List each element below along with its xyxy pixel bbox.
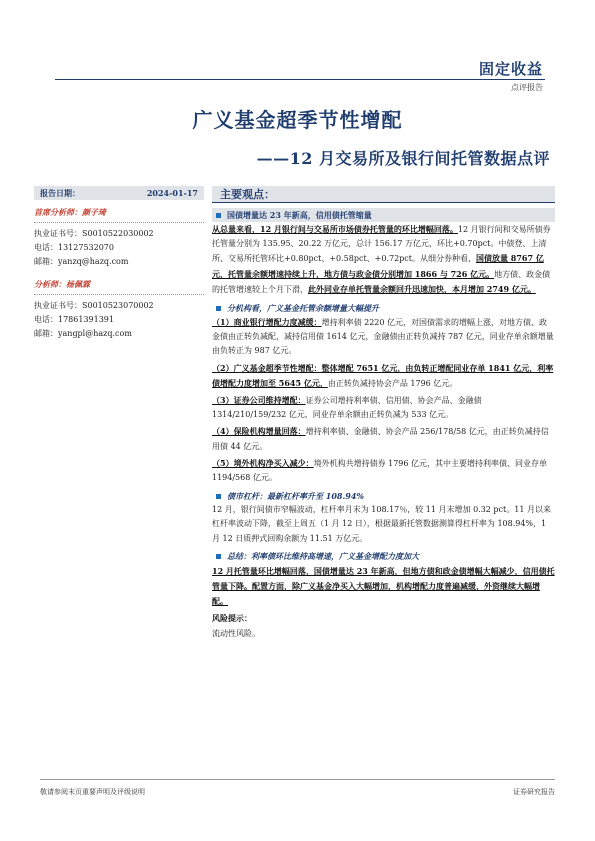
body-text: 12 月银行间和交易所债券托管量分别为 135.95、20.22 万亿元，总计 156.17 万亿元，环比+0.70pct。中债登、上清所、交易所托管环比+0.80pct、+0.58pct、+0.72pct。从细分券种看， bbox=[212, 225, 551, 264]
chief-analyst-phone: 电话：13127532070 bbox=[34, 243, 114, 252]
section-leverage-body: 12 月，银行间债市窄幅波动，杠杆率月末为 108.17％，较 11 月末增加 0.32 pct。11 月以来杠杆率波动下降，截至上周五（1 月 12 日），根据最新托管数据测算得杠杆率为 108.94%，1 月 12 日质押式回购余额为 11.51 万亿元。 bbox=[212, 505, 551, 543]
analyst-phone: 电话：17861391391 bbox=[34, 315, 114, 324]
section-summary-heading bbox=[212, 550, 555, 564]
section-treasury-heading bbox=[212, 208, 555, 222]
body-text: 增持利率债 2220 亿元，对国债需求的增幅上涨，对地方债、政金债由正转负减配，减持信用债 1614 亿元，金融债由正转负减持 787 亿元，同业存单余额增量由负转正为 987 亿元。 bbox=[212, 318, 554, 356]
section-institution-heading bbox=[212, 301, 555, 315]
section-heading-text: 债市杠杆：最新杠杆率升至 108.94% bbox=[227, 490, 365, 501]
body-text: 境外机构共增持债券 1796 亿元，其中主要增持利率债、同业存单 1194/568 亿元。 bbox=[212, 458, 548, 483]
section-heading-text: 总结：利率债环比维持高增速，广义基金增配力度加大 bbox=[227, 551, 419, 562]
analyst-name: 分析师：杨佩霖 bbox=[34, 279, 90, 289]
report-date-bar bbox=[34, 186, 204, 200]
chief-analyst-name: 首席分析师：颜子琦 bbox=[34, 207, 106, 217]
body-text: 增持利率债、金融债、协会产品 256/178/58 亿元，由正转负减持信用债 44 亿元。 bbox=[212, 427, 549, 451]
body-text: 证券公司增持利率债、信用债、协会产品、金融债 1314/210/159/232 亿元，同业存单余额由正转负减为 533 亿元。 bbox=[212, 396, 482, 420]
bold-underlined-text: （3）证券公司维持增配： bbox=[212, 395, 306, 406]
institution-item-insurance bbox=[212, 424, 555, 453]
square-bullet-icon bbox=[216, 554, 221, 559]
report-category: 固定收益 bbox=[478, 60, 543, 78]
header-divider bbox=[55, 79, 545, 80]
institution-item-securities bbox=[212, 393, 555, 422]
bold-underlined-text: （2）广义基金超季节性增配：整体增配 7651 亿元，由负转正增配同业存单 1841 亿元，利率债增配力度增加至 5645 亿元， bbox=[212, 362, 554, 388]
risk-text: 流动性风险。 bbox=[212, 628, 260, 638]
section-heading-text: 分机构看，广义基金托管余额增量大幅提升 bbox=[227, 302, 379, 313]
analyst-divider bbox=[34, 222, 204, 223]
section-summary-body bbox=[212, 564, 555, 610]
footer-disclaimer: 敬请参阅末页重要声明及评级说明 bbox=[40, 788, 145, 796]
page-subtitle: ——12 月交易所及银行间托管数据点评 bbox=[256, 149, 550, 168]
institution-item-funds bbox=[212, 361, 555, 391]
chief-analyst-license: 执业证书号：S0010522030002 bbox=[34, 229, 154, 238]
bold-underlined-text: （5）境外机构净买入减少： bbox=[212, 457, 314, 468]
section-leverage-heading bbox=[212, 489, 555, 503]
section-heading-text: 国债增量达 23 年新高，信用债托管缩量 bbox=[227, 209, 372, 220]
analyst-panel bbox=[34, 186, 204, 341]
key-points-panel bbox=[212, 186, 555, 641]
analyst-license: 执业证书号：S0010523070002 bbox=[34, 301, 154, 310]
analyst-divider bbox=[34, 294, 204, 295]
bold-underlined-text: 国债放量 8767 亿元，托管量余额增速持续上升，地方债与政金债分别增加 1866 与 726 亿元。 bbox=[212, 253, 544, 279]
risk-heading-text: 风险提示： bbox=[212, 613, 252, 624]
bold-underlined-text: 从总量来看，12 月银行间与交易所市场债券托管量的环比增幅回落。 bbox=[212, 224, 458, 234]
bold-underlined-text: （1）商业银行增配力度减缓： bbox=[212, 317, 322, 328]
page-title: 广义基金超季节性增配 bbox=[192, 108, 403, 132]
section-treasury-body bbox=[212, 222, 555, 297]
institution-item-foreign bbox=[212, 456, 555, 485]
risk-heading bbox=[212, 611, 555, 626]
institution-item-banks bbox=[212, 315, 555, 359]
bold-underlined-text: （4）保险机构增量回落： bbox=[212, 426, 306, 437]
report-date-value: 2024-01-17 bbox=[146, 188, 198, 198]
key-points-heading: 主要观点： bbox=[212, 186, 555, 203]
report-date-label: 报告日期： bbox=[40, 187, 80, 198]
report-type: 点评报告 bbox=[511, 83, 543, 92]
footer-divider bbox=[40, 779, 555, 780]
chief-analyst-email[interactable]: 邮箱：yanzq@hazq.com bbox=[34, 257, 129, 266]
square-bullet-icon bbox=[216, 213, 221, 218]
square-bullet-icon bbox=[216, 494, 221, 499]
footer-doc-type: 证券研究报告 bbox=[513, 788, 555, 796]
body-text: 地方债、政金债的托管增速较上个月下滑， bbox=[212, 269, 551, 294]
square-bullet-icon bbox=[216, 306, 221, 311]
analyst-email[interactable]: 邮箱：yangpl@hazq.com bbox=[34, 329, 132, 338]
bold-underlined-text: 12 月托管量环比增幅回落，国债增量达 23 年新高，但地方债和政金债增幅大幅减少，信用债托管量下降。配置方面，除广义基金净买入大幅增加，机构增配力度普遍减缓，外资继续大幅增配。 bbox=[212, 565, 555, 607]
body-text: 由正转负减持协会产品 1796 亿元。 bbox=[327, 378, 458, 388]
bold-underlined-text: 此外同业存单托管量余额回升迅速加快，本月增加 2749 亿元。 bbox=[308, 283, 536, 294]
